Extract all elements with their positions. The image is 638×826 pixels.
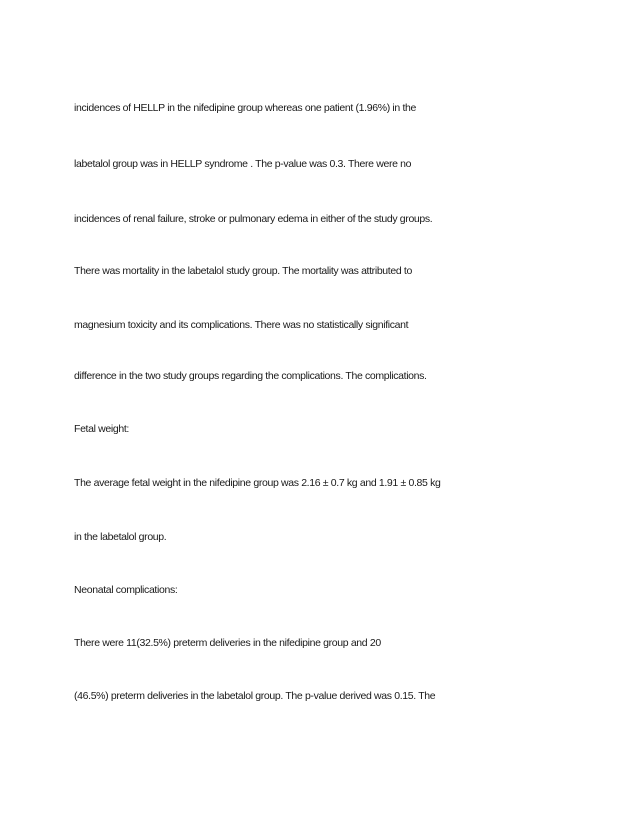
body-text-line: difference in the two study groups regarding the complications. The complications. (74, 370, 427, 382)
body-text-line: labetalol group was in HELLP syndrome . The p-value was 0.3. There were no (74, 158, 412, 170)
body-text-line: incidences of renal failure, stroke or pulmonary edema in either of the study groups. (74, 213, 433, 225)
body-text-line: (46.5%) preterm deliveries in the labetalol group. The p-value derived was 0.15. The (74, 690, 436, 702)
section-heading-fetal-weight: Fetal weight: (74, 423, 129, 435)
body-text-line: There were 11(32.5%) preterm deliveries in the nifedipine group and 20 (74, 637, 381, 649)
body-text-line: The average fetal weight in the nifedipine group was 2.16 ± 0.7 kg and 1.91 ± 0.85 kg (74, 477, 441, 489)
section-heading-neonatal-complications: Neonatal complications: (74, 584, 178, 596)
body-text-line: incidences of HELLP in the nifedipine group whereas one patient (1.96%) in the (74, 102, 417, 114)
body-text-line: magnesium toxicity and its complications. There was no statistically significant (74, 319, 409, 331)
body-text-line: in the labetalol group. (74, 531, 167, 543)
body-text-line: There was mortality in the labetalol study group. The mortality was attributed to (74, 265, 412, 277)
